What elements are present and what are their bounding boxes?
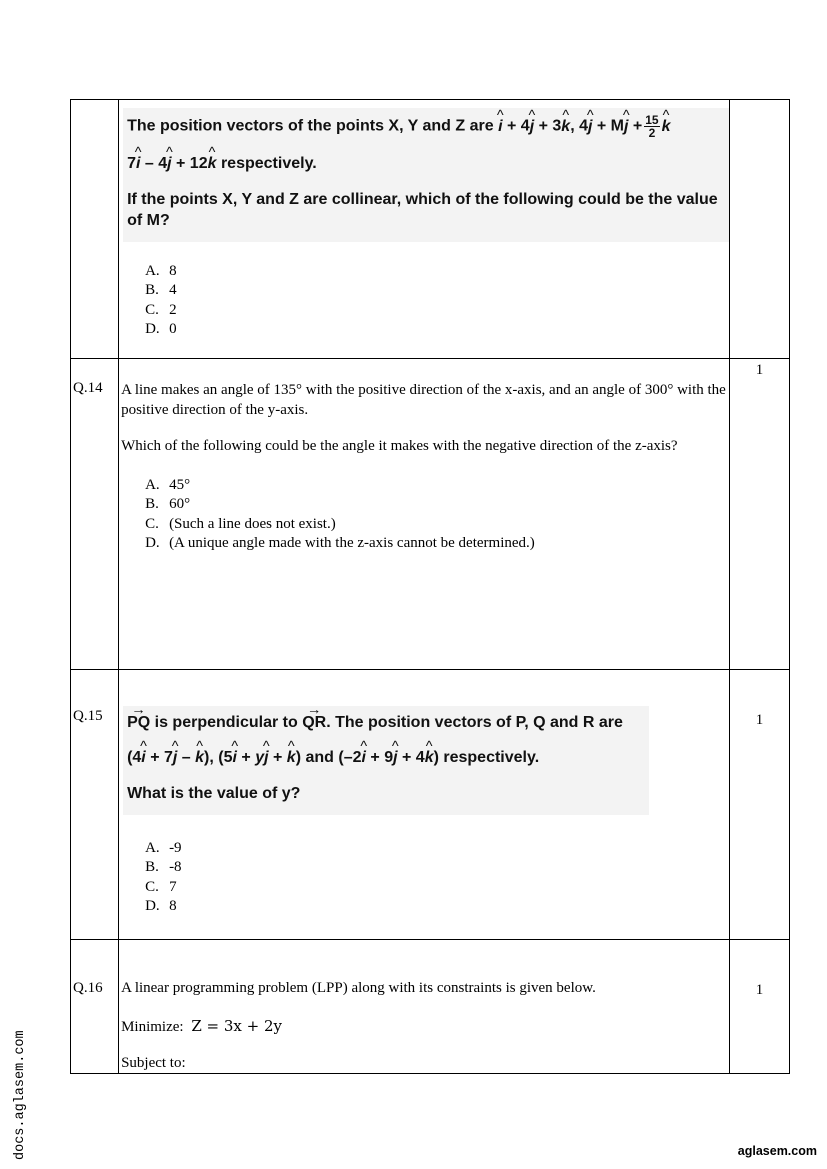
- image-line-1: → PQ is perpendicular to → QR. The position vectors of P, Q and R are: [127, 712, 643, 734]
- option-d: D. 8: [145, 898, 177, 915]
- image-line-2: (4^ i + 7^ j – ^ k), (5^ i + y^ j + ^ k) and (–2^ i + 9^ j + 4^ k) respectively.: [127, 747, 643, 769]
- option-d: D. 0: [145, 321, 177, 338]
- image-line-3: If the points X, Y and Z are collinear, which of the following could be the value of M?: [127, 190, 718, 230]
- marks-cell: [729, 100, 789, 359]
- option-c: C. 2: [145, 301, 177, 318]
- question-table: [70, 99, 790, 1074]
- image-line-2: 7^ i – 4^ j + 12^ k respectively.: [127, 153, 723, 175]
- image-text: is perpendicular to: [154, 713, 298, 731]
- option-a: A. 8: [145, 262, 177, 279]
- option-c: C. 7: [145, 878, 177, 895]
- question-image: [123, 108, 729, 242]
- minimize-label: Minimize:: [121, 1018, 184, 1035]
- marks-cell: 1: [729, 939, 789, 1073]
- option-b: B. 4: [145, 282, 177, 299]
- image-line-1: The position vectors of the points X, Y and Z are ^ i + 4^ j + 3^ k, 4^ j + M^ j + $\frac{15}{2}$ ^ k: [127, 114, 723, 139]
- question-number: [71, 100, 119, 359]
- option-c: C. (Such a line does not exist.): [145, 515, 336, 532]
- watermark-url: docs.aglasem.com: [13, 1030, 28, 1160]
- option-b: B. 60°: [145, 496, 191, 513]
- image-text: The position vectors of the points X, Y and Z are: [127, 117, 494, 135]
- option-a: A. -9: [145, 839, 182, 856]
- question-body: [119, 669, 730, 939]
- question-row-16: [71, 939, 790, 1073]
- question-row-14: [71, 358, 790, 669]
- objective-line: [119, 1016, 729, 1037]
- image-text: The position vectors of P, Q and R are: [335, 713, 623, 731]
- question-body: [119, 100, 730, 359]
- objective-equation: Z = 3x + 2y: [191, 1016, 282, 1035]
- option-d: D. (A unique angle made with the z-axis cannot be determined.): [145, 535, 535, 552]
- image-text: respectively.: [443, 749, 540, 767]
- question-number: Q.16: [71, 939, 119, 1073]
- marks-cell: 1: [729, 669, 789, 939]
- question-image: [123, 706, 649, 815]
- image-line-3: What is the value of y?: [127, 784, 301, 802]
- question-paragraph-1: A line makes an angle of 135° with the positive direction of the x-axis, and an angle of 300° with the positive direction of the y-axis.: [121, 381, 726, 418]
- question-body: [119, 358, 730, 669]
- question-number: Q.14: [71, 358, 119, 669]
- options-list: [119, 262, 729, 340]
- question-row-15: [71, 669, 790, 939]
- question-number: Q.15: [71, 669, 119, 939]
- options-list: [119, 839, 729, 917]
- option-a: A. 45°: [145, 476, 191, 493]
- options-list: [119, 476, 729, 554]
- option-b: B. -8: [145, 859, 182, 876]
- image-text: respectively.: [220, 155, 317, 172]
- question-row-13: [71, 100, 790, 359]
- question-body: [119, 939, 730, 1073]
- image-text: and: [305, 749, 334, 767]
- constraints-label: Subject to:: [121, 1054, 186, 1071]
- footer-brand: aglasem.com: [737, 1144, 817, 1158]
- marks-cell: 1: [729, 358, 789, 669]
- question-paragraph-2: Which of the following could be the angle it makes with the negative direction of the z-axis?: [121, 437, 678, 454]
- question-paragraph-1: A linear programming problem (LPP) along with its constraints is given below.: [121, 979, 596, 996]
